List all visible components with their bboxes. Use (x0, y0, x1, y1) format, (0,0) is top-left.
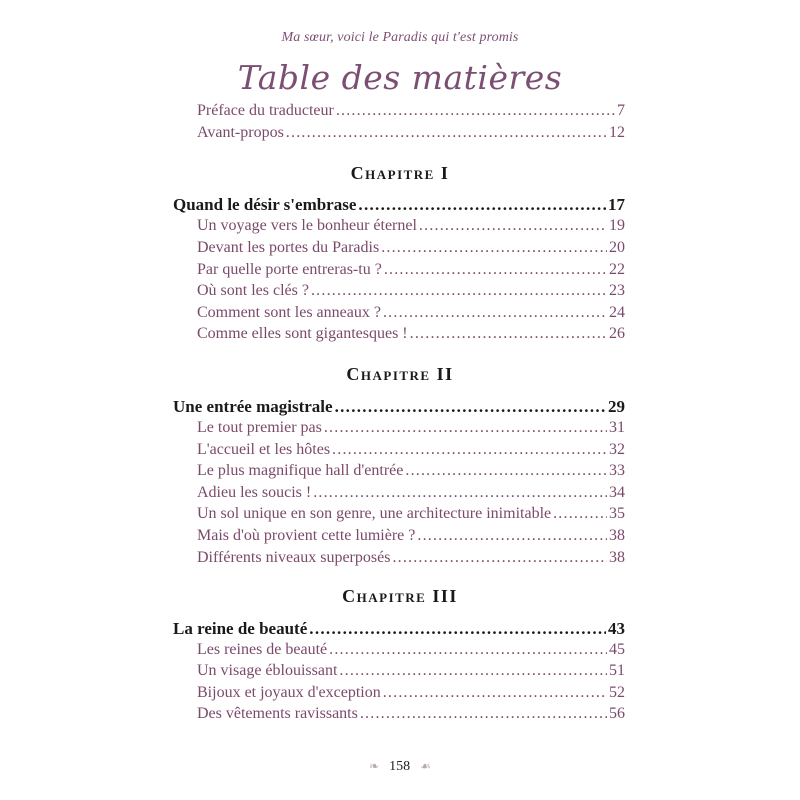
toc-entry (197, 282, 625, 300)
toc-entry-page: 32 (609, 441, 625, 458)
toc-entry (197, 124, 625, 142)
chapter-heading: Chapitre II (346, 364, 454, 384)
toc-entry-label: Comment sont les anneaux ? (197, 304, 381, 321)
toc-entry (197, 441, 625, 459)
page-title: Table des matières (237, 58, 563, 97)
toc-entry-label: Le plus magnifique hall d'entrée (197, 462, 404, 479)
toc-entry-page: 56 (609, 705, 625, 722)
page-footer (0, 759, 800, 775)
toc-entry-label: Les reines de beauté (197, 641, 328, 658)
toc-entry-label: Comme elles sont gigantesques ! (197, 325, 408, 342)
toc-entry (197, 641, 625, 659)
toc-entry-page: 12 (609, 124, 625, 141)
dot-leader (324, 419, 607, 437)
toc-entry-page: 17 (608, 195, 625, 214)
dot-leader (329, 641, 607, 659)
toc-entry-label: Mais d'où provient cette lumière ? (197, 527, 416, 544)
toc-entry-label: Préface du traducteur (197, 102, 334, 119)
toc-entry (197, 325, 625, 343)
toc-entry-page: 31 (609, 419, 625, 436)
toc-entry-label: Devant les portes du Paradis (197, 239, 380, 256)
dot-leader (309, 619, 606, 639)
dot-leader (405, 462, 607, 480)
chapter-heading: Chapitre I (350, 163, 450, 183)
toc-main-entry (173, 619, 625, 639)
toc-entry-label: Bijoux et joyaux d'exception (197, 684, 381, 701)
dot-leader (392, 549, 607, 567)
dot-leader (360, 705, 607, 723)
dot-leader (384, 261, 607, 279)
dot-leader (286, 124, 607, 142)
toc-entry-label: Un voyage vers le bonheur éternel (197, 217, 417, 234)
toc-entry-label: Un visage éblouissant (197, 662, 338, 679)
running-head: Ma sœur, voici le Paradis qui t'est promis (281, 30, 519, 45)
toc-entry-page: 34 (609, 484, 625, 501)
toc-entry-page: 24 (609, 304, 625, 321)
toc-entry (197, 217, 625, 235)
dot-leader (358, 195, 606, 215)
toc-entry-label: Différents niveaux superposés (197, 549, 391, 566)
toc-entry (197, 304, 625, 322)
toc-entry-page: 23 (609, 282, 625, 299)
toc-entry (197, 505, 625, 523)
toc-entry (197, 261, 625, 279)
toc-entry-page: 38 (609, 549, 625, 566)
toc-entry (197, 102, 625, 120)
toc-entry-label: Avant-propos (197, 124, 284, 141)
toc-entry (197, 662, 625, 680)
toc-entry-page: 7 (617, 102, 625, 119)
toc-entry-page: 26 (609, 325, 625, 342)
toc-main-entry (173, 397, 625, 417)
toc-entry-page: 22 (609, 261, 625, 278)
toc-entry (197, 419, 625, 437)
dot-leader (419, 217, 607, 235)
dot-leader (417, 527, 607, 545)
toc-entry-label: Des vêtements ravissants (197, 705, 358, 722)
toc-entry (197, 484, 625, 502)
dot-leader (339, 662, 607, 680)
toc-entry-label: Quand le désir s'embrase (173, 195, 357, 214)
toc-entry (197, 549, 625, 567)
dot-leader (383, 684, 607, 702)
toc-entry-label: L'accueil et les hôtes (197, 441, 331, 458)
toc-entry (197, 705, 625, 723)
toc-entry-page: 29 (608, 397, 625, 416)
dot-leader (313, 484, 607, 502)
toc-entry-page: 45 (609, 641, 625, 658)
dot-leader (553, 505, 607, 523)
toc-entry-label: Adieu les soucis ! (197, 484, 312, 501)
toc-main-entry (173, 195, 625, 215)
toc-entry-page: 35 (609, 505, 625, 522)
laurel-left-icon: ❧ (369, 759, 380, 774)
toc-entry-label: Un sol unique en son genre, une architecture inimitable (197, 505, 552, 522)
dot-leader (410, 325, 607, 343)
toc-entry-page: 33 (609, 462, 625, 479)
toc-entry-page: 51 (609, 662, 625, 679)
page-number: 158 (389, 759, 411, 774)
dot-leader (335, 397, 606, 417)
toc-entry-label: Où sont les clés ? (197, 282, 309, 299)
toc-entry-page: 38 (609, 527, 625, 544)
laurel-right-icon: ☙ (420, 759, 431, 774)
dot-leader (332, 441, 607, 459)
toc-entry (197, 462, 625, 480)
toc-entry-label: Le tout premier pas (197, 419, 322, 436)
dot-leader (383, 304, 607, 322)
toc-entry (197, 684, 625, 702)
toc-entry-page: 19 (609, 217, 625, 234)
dot-leader (336, 102, 615, 120)
toc-entry-page: 52 (609, 684, 625, 701)
dot-leader (311, 282, 607, 300)
dot-leader (381, 239, 607, 257)
toc-entry-label: La reine de beauté (173, 619, 308, 638)
chapter-heading: Chapitre III (342, 586, 458, 606)
toc-entry (197, 239, 625, 257)
toc-entry-label: Par quelle porte entreras-tu ? (197, 261, 382, 278)
toc-entry-label: Une entrée magistrale (173, 397, 333, 416)
toc-entry-page: 20 (609, 239, 625, 256)
toc-entry (197, 527, 625, 545)
toc-entry-page: 43 (608, 619, 625, 638)
